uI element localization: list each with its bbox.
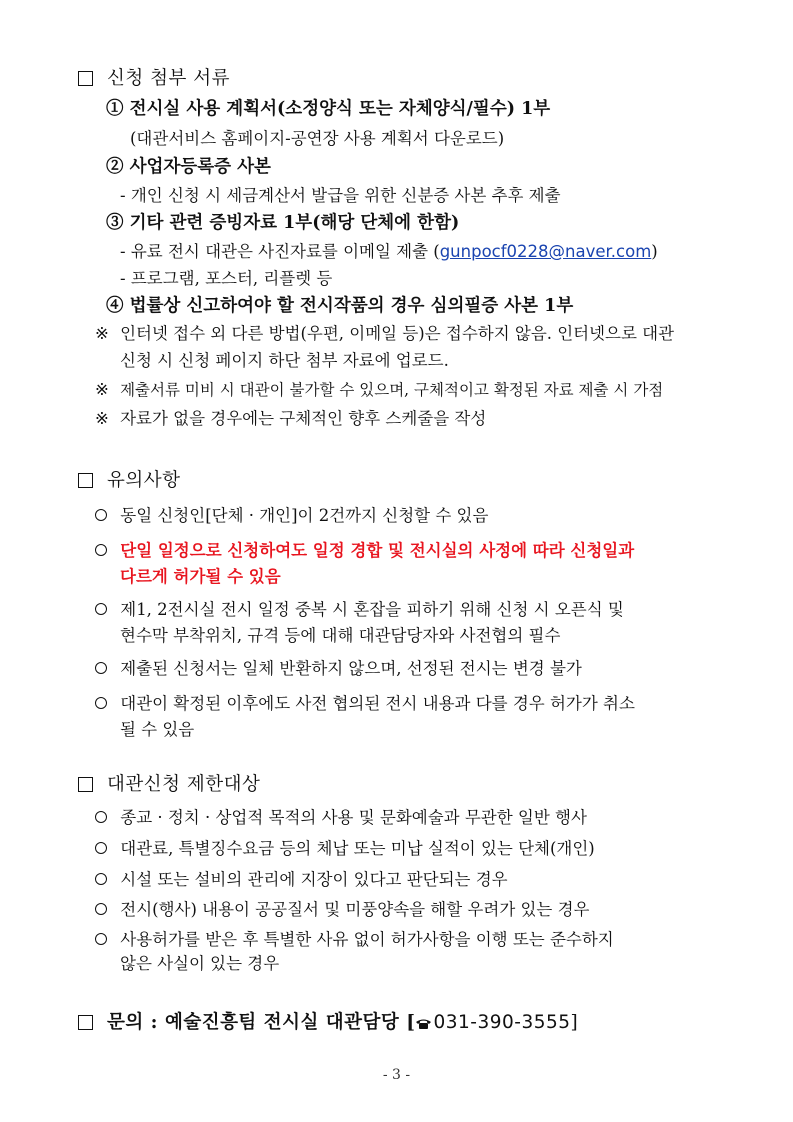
restriction-text: 대관료, 특별징수요금 등의 체납 또는 미납 실적이 있는 단체(개인): [120, 839, 595, 858]
note-text: 동일 신청인[단체 · 개인]이 2건까지 신청할 수 있음: [120, 506, 489, 525]
hollow-circle-bullet-icon: [95, 662, 107, 674]
restriction-item-5: [95, 930, 614, 950]
section-heading-notes: [78, 470, 180, 492]
checkbox-square-icon: [78, 71, 93, 86]
checkbox-square-icon: [78, 473, 93, 488]
note-text: 제출된 신청서는 일체 반환하지 않으며, 선정된 전시는 변경 불가: [120, 659, 582, 678]
remark-text: 인터넷 접수 외 다른 방법(우편, 이메일 등)은 접수하지 않음. 인터넷으로 대관: [120, 324, 675, 343]
hollow-circle-bullet-icon: [95, 544, 107, 556]
email-link[interactable]: gunpocf0228@naver.com: [439, 242, 652, 261]
attachment-note-2: - 개인 신청 시 세금계산서 발급을 위한 신분증 사본 추후 제출: [120, 186, 561, 205]
hollow-circle-bullet-icon: [95, 873, 107, 885]
section-title: 신청 첨부 서류: [107, 68, 230, 89]
page-number: - 3 -: [382, 1067, 411, 1083]
note-item-3: [95, 600, 624, 620]
remark-mark: ※: [95, 324, 109, 343]
attachment-item-2: ② 사업자등록증 사본: [106, 157, 271, 177]
restriction-text: 전시(행사) 내용이 공공질서 및 미풍양속을 해할 우려가 있는 경우: [120, 900, 590, 919]
hollow-circle-bullet-icon: [95, 697, 107, 709]
section-title: 유의사항: [107, 470, 181, 491]
remark-mark: ※: [95, 380, 109, 399]
restriction-item-4: [95, 900, 590, 920]
hollow-circle-bullet-icon: [95, 842, 107, 854]
restriction-item-2: [95, 839, 595, 859]
restriction-item-3: [95, 870, 508, 890]
email-note-close: ): [651, 242, 658, 261]
section-heading-restrictions: [78, 774, 260, 796]
section-title: 대관신청 제한대상: [107, 774, 261, 795]
note-text-highlight: 단일 일정으로 신청하여도 일정 경합 및 전시실의 사정에 따라 신청일과: [120, 541, 635, 560]
contact-close-bracket: ]: [570, 1012, 579, 1033]
checkbox-square-icon: [78, 1015, 93, 1030]
checkbox-square-icon: [78, 777, 93, 792]
attachment-item-1: ① 전시실 사용 계획서(소정양식 또는 자체양식/필수) 1부: [106, 99, 551, 119]
email-note-text: - 유료 전시 대관은 사진자료를 이메일 제출 (: [120, 242, 440, 261]
remark-1-line2: 신청 시 신청 페이지 하단 첨부 자료에 업로드.: [120, 351, 449, 370]
attachment-item-4: ④ 법률상 신고하여야 할 전시작품의 경우 심의필증 사본 1부: [106, 296, 574, 316]
hollow-circle-bullet-icon: [95, 933, 107, 945]
hollow-circle-bullet-icon: [95, 903, 107, 915]
contact-label: 문의 : 예술진흥팀 전시실 대관담당 [: [107, 1012, 416, 1033]
section-heading-contact: [78, 1012, 578, 1034]
remark-mark: ※: [95, 409, 109, 428]
attachment-note-3: [120, 242, 658, 262]
note-item-1: [95, 506, 488, 526]
restriction-text: 종교 · 정치 · 상업적 목적의 사용 및 문화예술과 무관한 일반 행사: [120, 808, 587, 827]
hollow-circle-bullet-icon: [95, 603, 107, 615]
remark-text: 제출서류 미비 시 대관이 불가할 수 있으며, 구체적이고 확정된 자료 제출 시 가점: [120, 381, 664, 399]
telephone-icon: [415, 1018, 432, 1029]
note-item-5: [95, 694, 635, 714]
remark-1: [95, 324, 674, 344]
note-item-5-line2: 될 수 있음: [120, 720, 195, 739]
restriction-text: 사용허가를 받은 후 특별한 사유 없이 허가사항을 이행 또는 준수하지: [120, 930, 614, 949]
note-item-2-line2: 다르게 허가될 수 있음: [120, 567, 281, 586]
attachment-note-1: (대관서비스 홈페이지-공연장 사용 계획서 다운로드): [130, 129, 505, 148]
hollow-circle-bullet-icon: [95, 811, 107, 823]
remark-3: [95, 409, 486, 429]
restriction-item-5-line2: 않은 사실이 있는 경우: [120, 954, 280, 973]
attachment-item-3: ③ 기타 관련 증빙자료 1부(해당 단체에 한함): [106, 213, 460, 233]
note-item-3-line2: 현수막 부착위치, 규격 등에 대해 대관담당자와 사전협의 필수: [120, 626, 561, 645]
note-item-4: [95, 659, 582, 679]
contact-phone: 031-390-3555: [433, 1012, 571, 1033]
remark-2: [95, 380, 663, 400]
attachment-note-4: - 프로그램, 포스터, 리플렛 등: [120, 269, 333, 288]
hollow-circle-bullet-icon: [95, 509, 107, 521]
remark-text: 자료가 없을 경우에는 구체적인 향후 스케줄을 작성: [120, 409, 487, 428]
restriction-item-1: [95, 808, 587, 828]
section-heading-attachments: [78, 68, 230, 90]
note-text: 제1, 2전시실 전시 일정 중복 시 혼잡을 피하기 위해 신청 시 오픈식 및: [120, 600, 624, 619]
note-item-2: [95, 541, 634, 561]
restriction-text: 시설 또는 설비의 관리에 지장이 있다고 판단되는 경우: [120, 870, 508, 889]
note-text: 대관이 확정된 이후에도 사전 협의된 전시 내용과 다를 경우 허가가 취소: [120, 694, 635, 713]
